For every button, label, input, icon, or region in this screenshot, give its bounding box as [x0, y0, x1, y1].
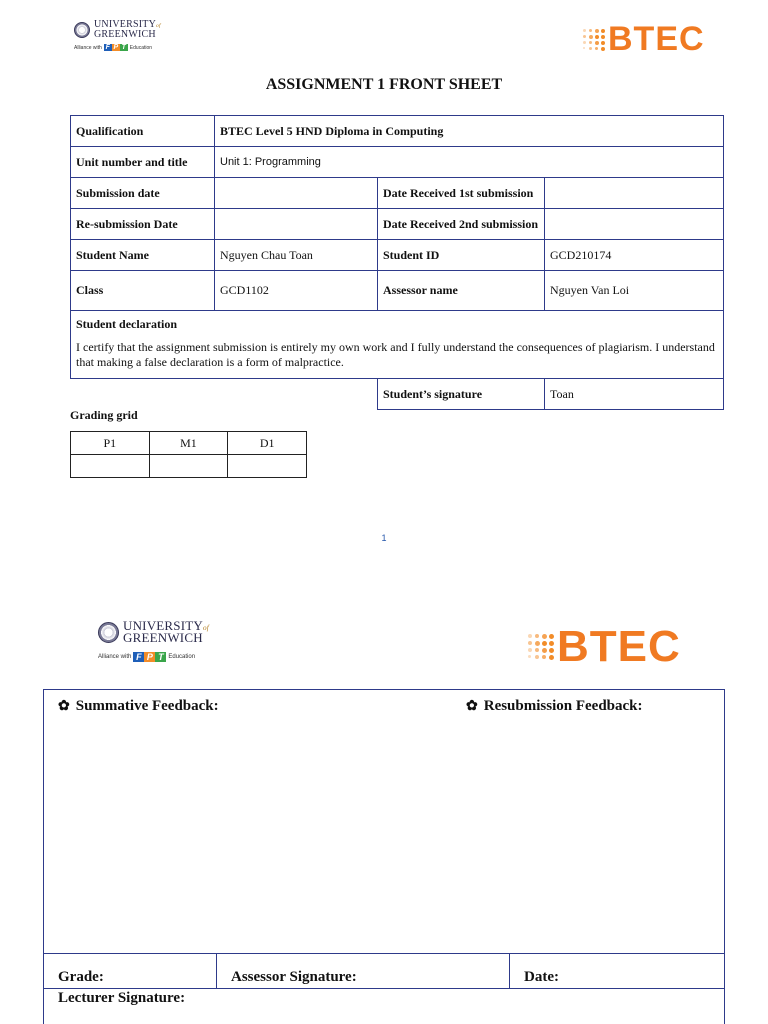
logo-university-text: UNIVERSITY: [94, 19, 156, 30]
grading-grid-label: Grading grid: [70, 408, 138, 422]
grade-signature-row: [44, 953, 724, 989]
date-received-2-field[interactable]: [545, 209, 724, 240]
summative-feedback-heading: [58, 698, 219, 715]
logo-greenwich-text: GREENWICH: [123, 630, 203, 646]
fpt-logo: F P T: [133, 652, 166, 662]
greenwich-crest-icon: [98, 622, 119, 643]
summative-feedback-label: Summative Feedback:: [75, 698, 219, 714]
btec-logo: [583, 20, 705, 59]
logo-education-text: Education: [168, 653, 196, 660]
qualification-value: BTEC Level 5 HND Diploma in Computing: [215, 116, 724, 147]
logo-education-text: Education: [129, 44, 153, 51]
feedback-box: [43, 689, 725, 1024]
signature-label: Student’s signature: [378, 379, 545, 410]
logo-alliance-text: Alliance with: [98, 653, 132, 660]
btec-dots-icon: [583, 29, 605, 51]
logo-alliance-text: Alliance with: [74, 44, 102, 51]
signature-value: Toan: [545, 379, 724, 410]
university-of-greenwich-logo: UNIVERSITYof GREENWICH Alliance with F P T Education: [74, 19, 161, 51]
grade-cell-m1[interactable]: [149, 455, 228, 478]
gear-icon: ✿: [466, 698, 478, 714]
date-received-1-label: Date Received 1st submission: [378, 178, 545, 209]
greenwich-crest-icon: [74, 22, 90, 38]
row-signature: [71, 379, 724, 410]
signature-spacer: [71, 379, 378, 410]
grade-cell[interactable]: [44, 954, 216, 988]
resubmission-feedback-heading: [466, 698, 643, 715]
date-received-1-field[interactable]: [545, 178, 724, 209]
grading-value-row: [71, 455, 307, 478]
btec-wordmark: BTEC: [557, 622, 681, 671]
declaration-label: Student declaration: [76, 317, 178, 331]
university-of-greenwich-logo-page2: UNIVERSITYof GREENWICH Alliance with F P T Education: [98, 618, 209, 662]
logo-greenwich-text: GREENWICH: [94, 28, 156, 40]
gear-icon: ✿: [58, 698, 70, 714]
resubmission-feedback-label: Resubmission Feedback:: [483, 698, 643, 714]
date-cell[interactable]: [509, 954, 724, 988]
row-submission-date: [71, 178, 724, 209]
student-name-label: Student Name: [71, 240, 215, 271]
assessor-signature-label: Assessor Signature:: [231, 969, 357, 985]
lecturer-signature-label: Lecturer Signature:: [58, 990, 186, 1006]
resubmission-date-field[interactable]: [215, 209, 378, 240]
logo-university-text: UNIVERSITY: [123, 618, 203, 633]
row-class: [71, 271, 724, 311]
page-number: 1: [381, 533, 387, 543]
grade-cell-d1[interactable]: [228, 455, 307, 478]
date-received-2-label: Date Received 2nd submission: [378, 209, 545, 240]
row-student-name: [71, 240, 724, 271]
student-id-value: GCD210174: [545, 240, 724, 271]
assessor-value: Nguyen Van Loi: [545, 271, 724, 311]
submission-date-label: Submission date: [71, 178, 215, 209]
date-label: Date:: [524, 969, 559, 985]
grade-label: Grade:: [58, 969, 104, 985]
btec-logo-page2: [528, 622, 681, 672]
grade-cell-p1[interactable]: [71, 455, 150, 478]
assessor-label: Assessor name: [378, 271, 545, 311]
unit-label: Unit number and title: [71, 147, 215, 178]
btec-wordmark: BTEC: [608, 20, 705, 58]
submission-date-field[interactable]: [215, 178, 378, 209]
fpt-logo: F P T: [105, 44, 126, 51]
grading-header-row: [71, 432, 307, 455]
student-id-label: Student ID: [378, 240, 545, 271]
unit-value: Unit 1: Programming: [215, 147, 724, 178]
class-label: Class: [71, 271, 215, 311]
grading-grid: [70, 431, 307, 478]
front-sheet-table: [70, 115, 724, 410]
resubmission-date-label: Re-submission Date: [71, 209, 215, 240]
class-value: GCD1102: [215, 271, 378, 311]
row-unit: [71, 147, 724, 178]
grade-header-d1: D1: [228, 432, 307, 455]
grade-header-m1: M1: [149, 432, 228, 455]
row-qualification: [71, 116, 724, 147]
row-declaration: [71, 311, 724, 379]
student-name-value: Nguyen Chau Toan: [215, 240, 378, 271]
qualification-label: Qualification: [71, 116, 215, 147]
declaration-text: I certify that the assignment submission is entirely my own work and I fully understand the consequences of plagiarism. I understand that making a false declaration is a form of malpractice.: [76, 340, 715, 369]
page-title: ASSIGNMENT 1 FRONT SHEET: [265, 76, 503, 93]
row-resubmission-date: [71, 209, 724, 240]
assessor-signature-cell[interactable]: [216, 954, 509, 988]
btec-dots-icon: [528, 634, 554, 660]
grade-header-p1: P1: [71, 432, 150, 455]
